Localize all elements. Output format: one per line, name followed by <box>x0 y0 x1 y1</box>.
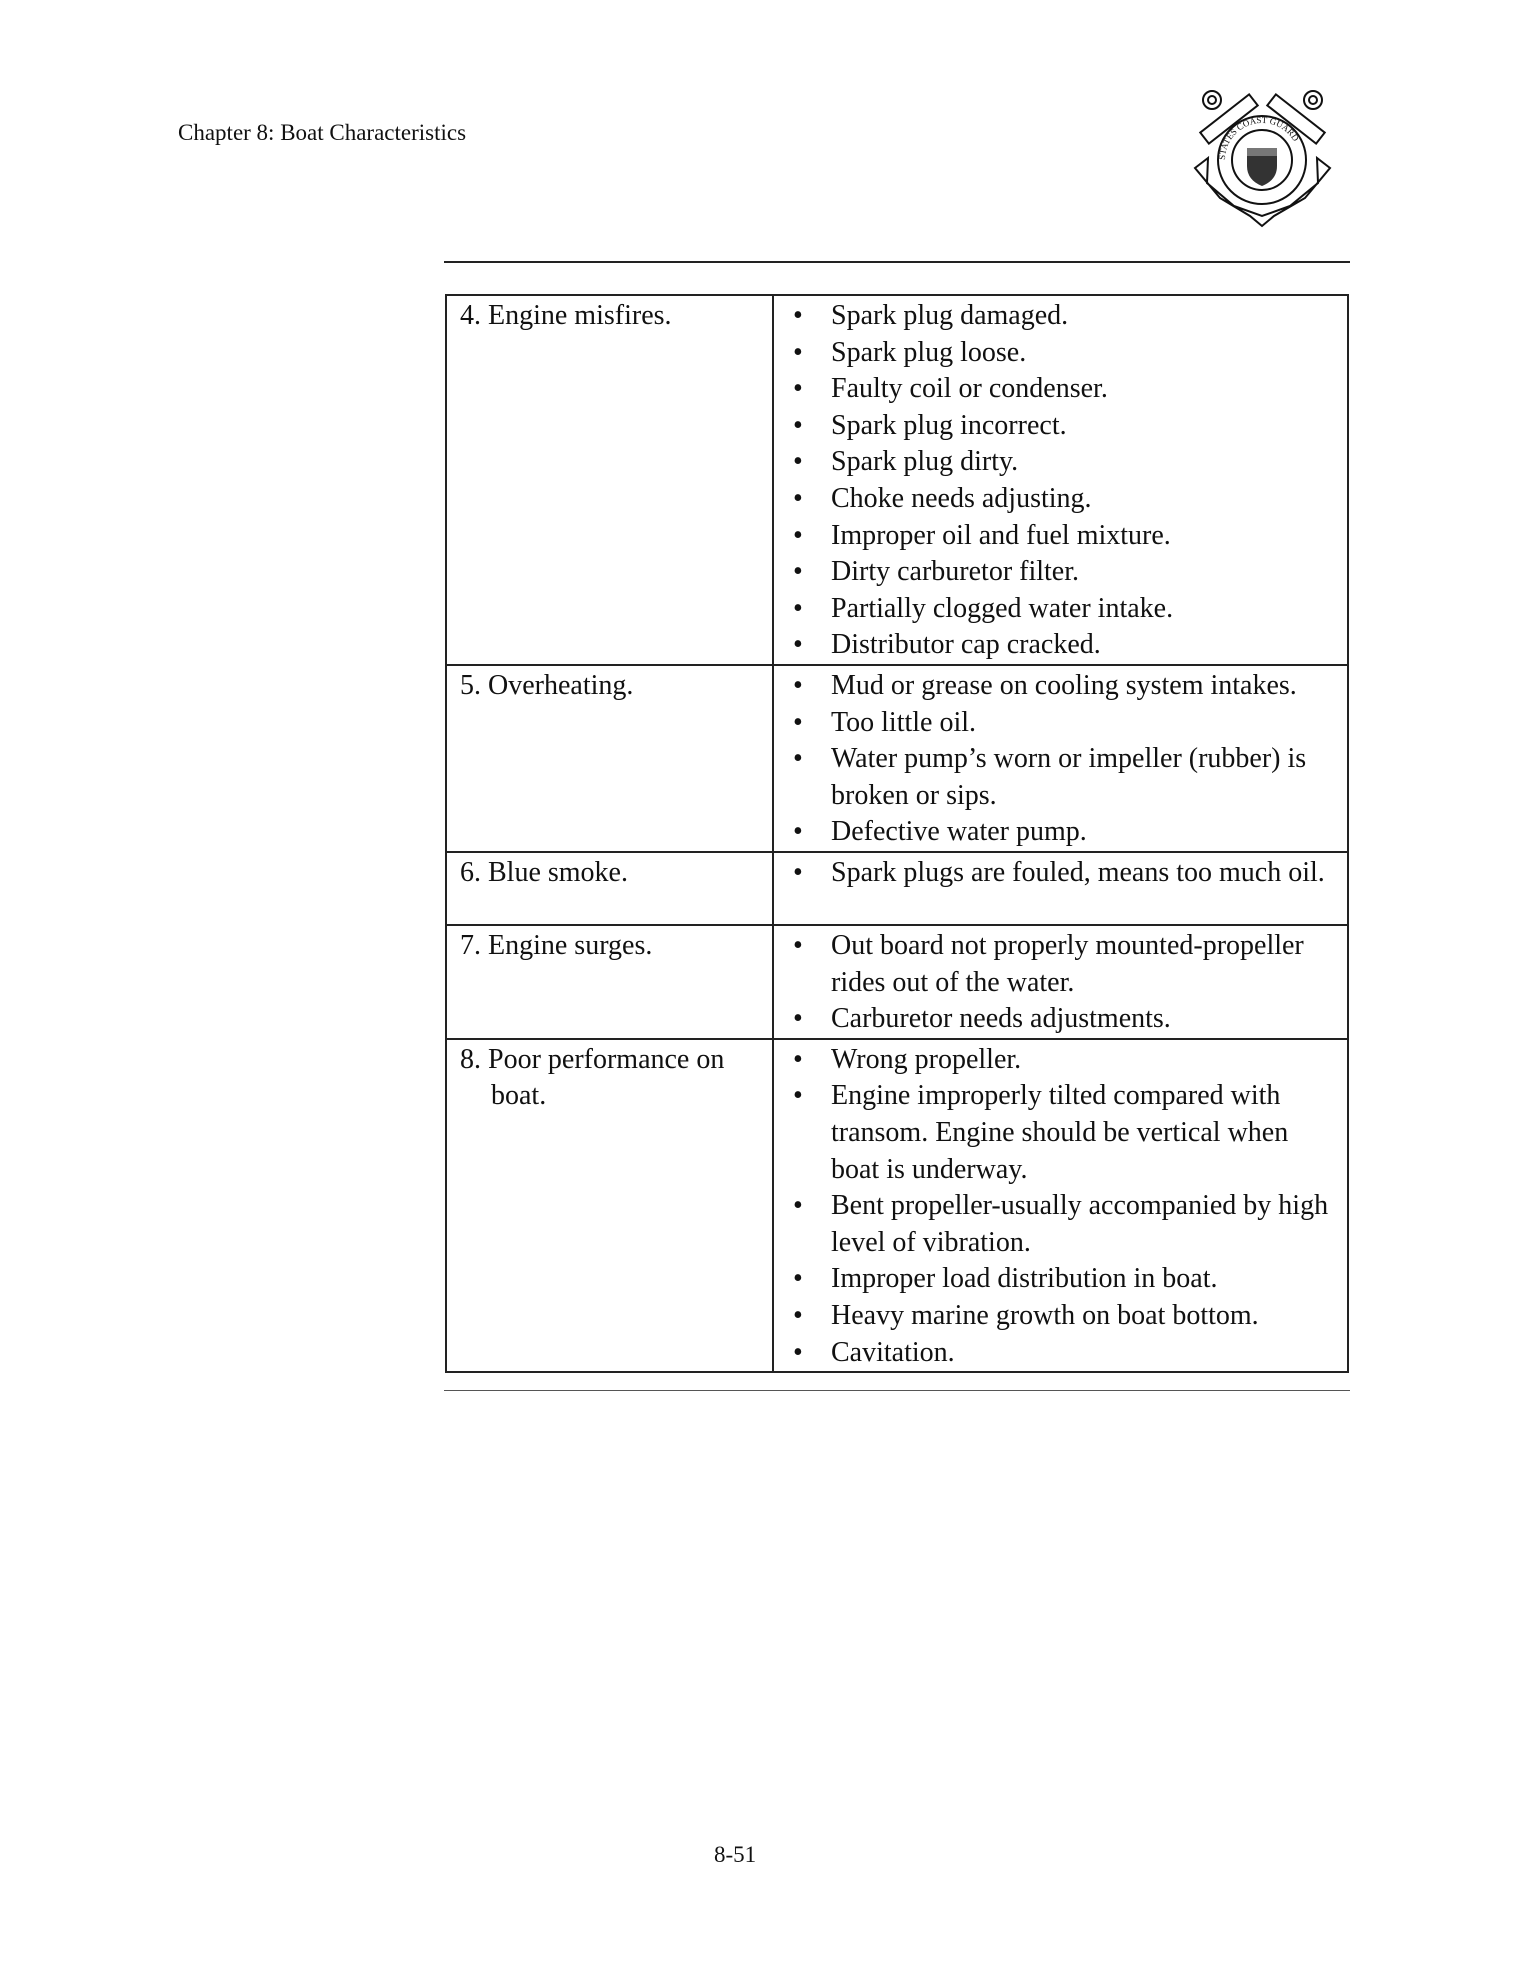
problem-text: 7. Engine surges. <box>460 929 653 961</box>
list-item <box>774 1042 1347 1079</box>
table-row <box>446 925 1348 1039</box>
causes-list <box>774 928 1347 1038</box>
bullet-icon: • <box>793 1003 803 1035</box>
causes-cell <box>773 925 1348 1039</box>
cause-text: Improper load distribution in boat. <box>831 1263 1218 1295</box>
bullet-icon: • <box>793 300 803 331</box>
bullet-icon: • <box>793 336 803 368</box>
table-row <box>446 852 1348 925</box>
problem-text: 8. Poor performance on boat. <box>460 1043 725 1112</box>
cause-text: Cavitation. <box>831 1336 955 1368</box>
causes-list <box>774 298 1347 664</box>
bullet-icon: • <box>793 1043 803 1075</box>
list-item <box>774 481 1347 518</box>
list-item <box>774 705 1347 742</box>
list-item <box>774 928 1347 1001</box>
bullet-icon: • <box>793 1336 803 1368</box>
bullet-icon: • <box>793 816 803 848</box>
list-item <box>774 741 1347 814</box>
cause-text: Choke needs adjusting. <box>831 482 1092 514</box>
problem-cell <box>446 852 773 925</box>
cause-text: Mud or grease on cooling system intakes. <box>831 670 1297 701</box>
bullet-icon: • <box>793 929 803 961</box>
bullet-icon: • <box>793 592 803 624</box>
cause-text: Bent propeller-usually accompanied by high level of vibration. <box>831 1190 1329 1258</box>
problem-cell <box>446 925 773 1039</box>
list-item <box>774 298 1347 335</box>
list-item <box>774 1188 1347 1261</box>
cause-text: Dirty carburetor filter. <box>831 556 1080 588</box>
causes-cell <box>773 852 1348 925</box>
bullet-icon: • <box>793 373 803 405</box>
bullet-icon: • <box>793 556 803 588</box>
table-row <box>446 295 1348 665</box>
list-item <box>774 1001 1347 1038</box>
causes-list <box>774 1042 1347 1371</box>
bottom-rule <box>444 1390 1350 1391</box>
problem-text: 6. Blue smoke. <box>460 856 628 888</box>
bullet-icon: • <box>793 743 803 775</box>
list-item <box>774 554 1347 591</box>
cause-text: Spark plug loose. <box>831 336 1027 368</box>
cause-text: Too little oil. <box>831 706 977 738</box>
problem-cell <box>446 295 773 665</box>
bullet-icon: • <box>793 706 803 738</box>
cause-text: Spark plug incorrect. <box>831 409 1067 441</box>
causes-cell <box>773 295 1348 665</box>
problem-text: 4. Engine misfires. <box>460 300 672 331</box>
cause-text: Out board not properly mounted-propeller rides out of the water. <box>831 929 1304 998</box>
table-row <box>446 665 1348 852</box>
cause-text: Water pump’s worn or impeller (rubber) is broken or sips. <box>831 743 1307 811</box>
table-row <box>446 1039 1348 1372</box>
list-item <box>774 518 1347 555</box>
cause-text: Spark plug damaged. <box>831 300 1069 331</box>
list-item <box>774 668 1347 705</box>
bullet-icon: • <box>793 1263 803 1295</box>
cause-text: Wrong propeller. <box>831 1043 1022 1075</box>
cause-text: Improper oil and fuel mixture. <box>831 519 1171 551</box>
causes-list <box>774 668 1347 851</box>
bullet-icon: • <box>793 1299 803 1331</box>
list-item <box>774 1335 1347 1372</box>
list-item <box>774 855 1347 892</box>
bullet-icon: • <box>793 856 803 888</box>
causes-cell <box>773 665 1348 852</box>
bullet-icon: • <box>793 1190 803 1222</box>
bullet-icon: • <box>793 482 803 514</box>
chapter-header: Chapter 8: Boat Characteristics <box>178 120 467 145</box>
bullet-icon: • <box>793 670 803 701</box>
svg-text:STATES COAST GUARD: STATES COAST GUARD <box>1216 114 1302 161</box>
problem-cell <box>446 665 773 852</box>
cause-text: Defective water pump. <box>831 816 1087 848</box>
list-item <box>774 408 1347 445</box>
problem-cell <box>446 1039 773 1372</box>
top-rule <box>444 261 1350 263</box>
list-item <box>774 371 1347 408</box>
cause-text: Carburetor needs adjustments. <box>831 1003 1171 1035</box>
cause-text: Partially clogged water intake. <box>831 592 1174 624</box>
list-item <box>774 814 1347 851</box>
bullet-icon: • <box>793 519 803 551</box>
causes-cell <box>773 1039 1348 1372</box>
list-item <box>774 627 1347 664</box>
cause-text: Distributor cap cracked. <box>831 629 1101 661</box>
cause-text: Heavy marine growth on boat bottom. <box>831 1299 1259 1331</box>
problem-text: 5. Overheating. <box>460 670 634 701</box>
list-item <box>774 444 1347 481</box>
bullet-icon: • <box>793 629 803 661</box>
coast-guard-emblem-icon <box>1190 88 1335 228</box>
cause-text: Faulty coil or condenser. <box>831 373 1108 405</box>
cause-text: Engine improperly tilted compared with transom. Engine should be vertical when boat is underway. <box>831 1080 1289 1185</box>
page-number: 8-51 <box>714 1842 757 1867</box>
list-item <box>774 591 1347 628</box>
bullet-icon: • <box>793 446 803 478</box>
list-item <box>774 335 1347 372</box>
cause-text: Spark plugs are fouled, means too much oil. <box>831 856 1325 888</box>
list-item <box>774 1298 1347 1335</box>
cause-text: Spark plug dirty. <box>831 446 1019 478</box>
causes-list <box>774 855 1347 892</box>
troubleshooting-table <box>445 294 1349 1373</box>
bullet-icon: • <box>793 409 803 441</box>
bullet-icon: • <box>793 1080 803 1112</box>
list-item <box>774 1261 1347 1298</box>
list-item <box>774 1078 1347 1188</box>
